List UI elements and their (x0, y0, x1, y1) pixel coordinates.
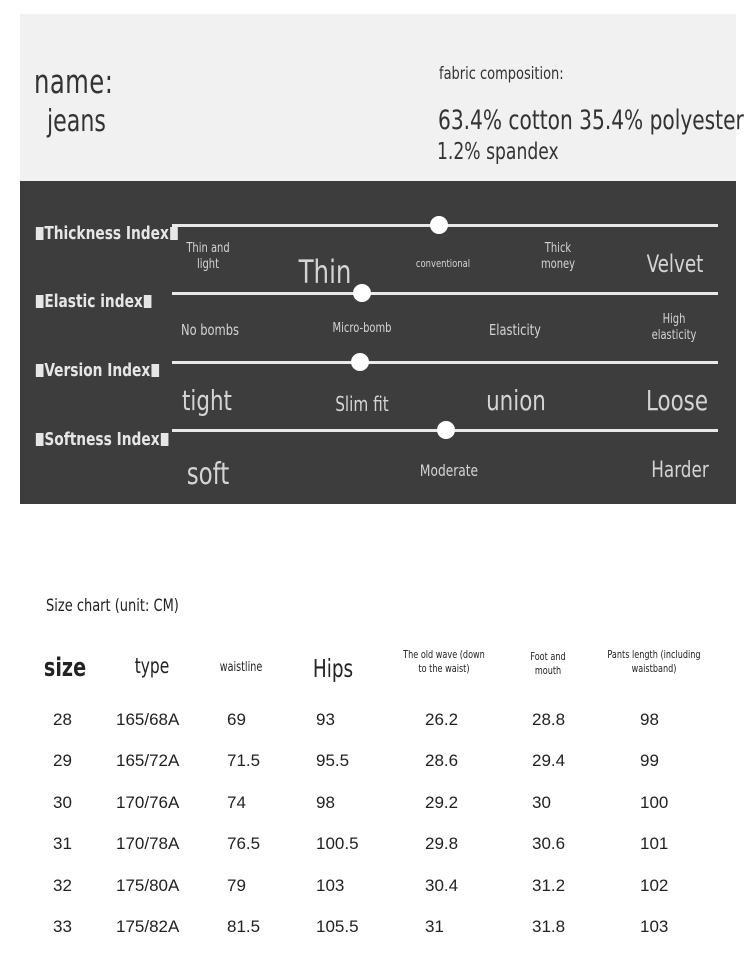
thickness-option-label: Thick money (540, 241, 576, 273)
table-cell: 32 (53, 875, 72, 895)
missing-glyph-icon (36, 227, 44, 240)
table-cell: 28.8 (532, 710, 566, 729)
elastic-index-label: Elastic index (35, 291, 152, 312)
softness-index-label: Softness Index (35, 429, 169, 450)
table-cell: 99 (640, 751, 659, 771)
fabric-indices-panel (20, 181, 736, 504)
fabric-composition-line-2: 1.2% spandex (437, 139, 559, 165)
thickness-option-label: Thin (298, 253, 352, 291)
table-cell: 170/76A (116, 792, 180, 812)
softness-slider-knob (437, 421, 455, 439)
elastic-option-label: Micro-bomb (332, 321, 392, 336)
table-cell: 93 (316, 710, 335, 729)
fabric-composition-line-1: 63.4% cotton 35.4% polyester (438, 105, 744, 136)
table-cell: 105.5 (316, 917, 359, 936)
table-cell: 165/68A (116, 710, 180, 729)
elastic-option-label: No bombs (181, 321, 239, 339)
name-value: jeans (47, 104, 106, 139)
missing-glyph-icon (160, 433, 168, 446)
softness-option-label: Harder (651, 458, 709, 483)
table-cell: 26.2 (425, 710, 459, 729)
softness-option-label: soft (186, 457, 230, 492)
table-cell: 30 (532, 792, 551, 812)
missing-glyph-icon (144, 295, 152, 308)
elastic-option-label: Elasticity (489, 321, 541, 339)
elastic-slider-track (172, 292, 718, 295)
thickness-option-label: Velvet (646, 250, 704, 278)
table-cell: 79 (227, 875, 246, 895)
table-cell: 28 (53, 710, 72, 729)
column-header: Hips (312, 654, 354, 683)
table-cell: 100 (640, 792, 669, 812)
missing-glyph-icon (36, 433, 44, 446)
column-header: The old wave (down to the waist) (403, 648, 485, 676)
version-option-label: Loose (645, 384, 709, 417)
table-cell: 31.8 (532, 917, 566, 936)
table-cell: 170/78A (116, 834, 180, 854)
fabric-composition-label: fabric composition: (439, 64, 564, 84)
table-cell: 31 (425, 917, 444, 936)
elastic-slider-knob (353, 284, 371, 302)
thickness-index-label: Thickness Index (35, 223, 178, 244)
version-slider-knob (351, 353, 369, 371)
table-cell: 98 (640, 710, 659, 729)
table-cell: 95.5 (316, 751, 350, 771)
column-header: waistline (219, 660, 263, 675)
table-cell: 69 (227, 710, 246, 729)
column-header: Pants length (including waistband) (607, 648, 701, 676)
table-cell: 175/82A (116, 917, 180, 936)
version-slider-track (172, 361, 718, 364)
missing-glyph-icon (151, 364, 159, 377)
missing-glyph-icon (36, 364, 44, 377)
table-cell: 29.4 (532, 751, 566, 771)
table-cell: 29 (53, 751, 72, 771)
table-cell: 175/80A (116, 875, 180, 895)
table-cell: 29.2 (425, 792, 459, 812)
softness-option-label: Moderate (419, 461, 479, 480)
version-option-label: Slim fit (335, 392, 389, 416)
table-cell: 29.8 (425, 834, 459, 854)
product-info-panel (20, 14, 744, 181)
size-chart-title: Size chart (unit: CM) (46, 596, 179, 616)
table-cell: 103 (640, 917, 669, 936)
column-header: Foot and mouth (530, 650, 566, 678)
column-header: type (134, 654, 170, 678)
table-cell: 102 (640, 875, 669, 895)
table-cell: 165/72A (116, 751, 180, 771)
thickness-slider-knob (430, 216, 448, 234)
version-index-label: Version Index (35, 360, 160, 381)
table-cell: 100.5 (316, 834, 359, 854)
table-cell: 81.5 (227, 917, 261, 936)
version-option-label: union (486, 384, 546, 417)
missing-glyph-icon (170, 227, 178, 240)
table-cell: 101 (640, 834, 669, 854)
name-label: name: (34, 62, 114, 101)
column-header: size (43, 653, 87, 683)
elastic-option-label: High elasticity (651, 312, 697, 344)
thickness-option-label: Thin and light (186, 241, 230, 273)
table-cell: 33 (53, 917, 72, 936)
version-option-label: tight (182, 384, 232, 417)
table-cell: 30.4 (425, 875, 459, 895)
table-cell: 76.5 (227, 834, 261, 854)
missing-glyph-icon (36, 295, 44, 308)
table-cell: 31 (53, 834, 72, 854)
table-cell: 71.5 (227, 751, 261, 771)
table-cell: 30.6 (532, 834, 566, 854)
thickness-option-label: conventional (415, 257, 471, 270)
table-cell: 30 (53, 792, 72, 812)
table-cell: 98 (316, 792, 335, 812)
table-cell: 74 (227, 792, 246, 812)
table-cell: 28.6 (425, 751, 459, 771)
table-cell: 103 (316, 875, 345, 895)
table-cell: 31.2 (532, 875, 566, 895)
